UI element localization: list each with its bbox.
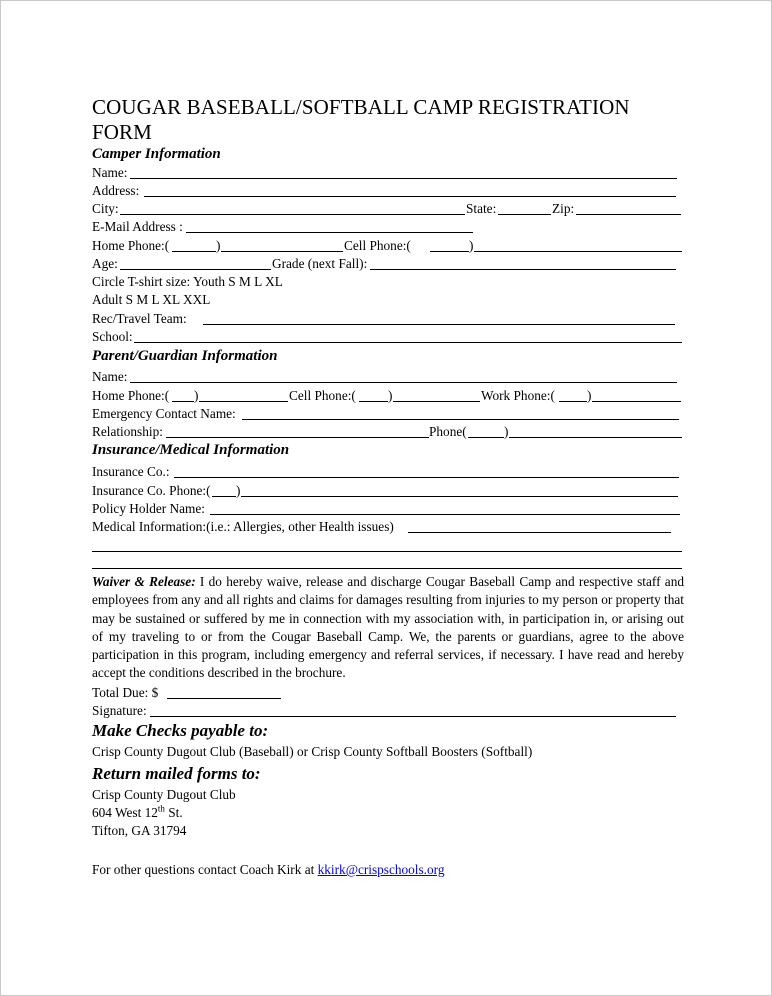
return-line-2-text: 604 West 12	[92, 805, 158, 820]
waiver-paragraph	[92, 573, 684, 683]
relationship-paren-close: )	[504, 424, 509, 439]
relationship-phone-label: Phone(	[429, 424, 467, 439]
camper-age-label: Age:	[92, 256, 118, 271]
policy-holder-label: Policy Holder Name:	[92, 501, 205, 516]
camper-address-field[interactable]	[144, 196, 676, 197]
camper-rec-team-label: Rec/Travel Team:	[92, 311, 187, 326]
insurance-phone-label: Insurance Co. Phone:(	[92, 483, 211, 498]
waiver-lead: Waiver & Release:	[92, 574, 196, 589]
section-divider	[92, 568, 682, 569]
medical-info-label: Medical Information:(i.e.: Allergies, other Health issues)	[92, 519, 394, 534]
contact-text: For other questions contact Coach Kirk at	[92, 862, 318, 877]
parent-home-phone-label: Home Phone:(	[92, 388, 170, 403]
camper-email-label: E-Mail Address :	[92, 219, 183, 234]
relationship-field[interactable]	[166, 437, 429, 438]
camper-email-field[interactable]	[186, 232, 473, 233]
insurance-company-label: Insurance Co.:	[92, 464, 170, 479]
checks-heading: Make Checks payable to:	[92, 721, 269, 740]
contact-line	[92, 861, 444, 879]
insurance-phone-field[interactable]	[241, 496, 678, 497]
camper-school-field[interactable]	[134, 342, 682, 343]
policy-holder-field[interactable]	[210, 514, 680, 515]
return-line-2	[92, 804, 183, 822]
parent-cell-phone-label: Cell Phone:(	[289, 388, 356, 403]
camper-zip-field[interactable]	[576, 214, 681, 215]
camper-name-label: Name:	[92, 165, 128, 180]
relationship-phone-field[interactable]	[509, 437, 682, 438]
relationship-area-code-field[interactable]	[468, 437, 504, 438]
return-line-2-suffix: St.	[164, 805, 183, 820]
medical-info-field[interactable]	[408, 532, 671, 533]
parent-home-phone-field[interactable]	[199, 401, 288, 402]
insurance-area-code-field[interactable]	[212, 496, 236, 497]
camper-address-label: Address:	[92, 183, 140, 198]
camper-state-field[interactable]	[498, 214, 551, 215]
return-heading: Return mailed forms to:	[92, 764, 261, 783]
camper-age-field[interactable]	[120, 269, 271, 270]
parent-heading: Parent/Guardian Information	[92, 348, 278, 364]
parent-work-area-code-field[interactable]	[559, 401, 587, 402]
checks-payee: Crisp County Dugout Club (Baseball) or Crisp County Softball Boosters (Softball)	[92, 744, 533, 759]
waiver-text: I do hereby waive, release and discharge Cougar Baseball Camp and respective staff and employees from any and all rights and claims for damages resulting from injuries to my person or property that may be sustained or suffered by me in connection with my association with, in participation in, or arising out of my traveling to or from the Cougar Baseball Camp. We, the parents or guardians, agree to the above participation in this program, including emergency and referral services, if necessary. I have read and hereby accept the conditions described in the brochure.	[92, 574, 684, 681]
camper-grade-label: Grade (next Fall):	[272, 256, 368, 271]
camper-cell-paren-close: )	[469, 238, 474, 253]
parent-work-phone-field[interactable]	[592, 401, 681, 402]
total-due-label: Total Due: $	[92, 685, 159, 700]
camper-school-label: School:	[92, 329, 133, 344]
camper-state-label: State:	[466, 201, 497, 216]
parent-cell-phone-field[interactable]	[393, 401, 480, 402]
signature-field[interactable]	[150, 716, 676, 717]
camper-heading: Camper Information	[92, 146, 221, 162]
parent-name-field[interactable]	[130, 382, 677, 383]
camper-cell-area-code-field[interactable]	[430, 251, 469, 252]
camper-home-paren-close: )	[216, 238, 221, 253]
camper-city-label: City:	[92, 201, 119, 216]
insurance-heading: Insurance/Medical Information	[92, 442, 290, 458]
return-line-2-sup: th	[157, 803, 165, 814]
signature-label: Signature:	[92, 703, 147, 718]
camper-home-phone-field[interactable]	[221, 251, 343, 252]
camper-rec-team-field[interactable]	[203, 324, 675, 325]
tshirt-adult-sizes[interactable]: Adult S M L XL XXL	[92, 292, 211, 307]
camper-zip-label: Zip:	[552, 201, 575, 216]
camper-cell-phone-label: Cell Phone:(	[344, 238, 411, 253]
relationship-label: Relationship:	[92, 424, 163, 439]
camper-name-field[interactable]	[130, 178, 677, 179]
contact-email-link[interactable]: kkirk@crispschools.org	[317, 862, 445, 877]
insurance-company-field[interactable]	[174, 477, 679, 478]
parent-cell-area-code-field[interactable]	[359, 401, 388, 402]
camper-grade-field[interactable]	[370, 269, 676, 270]
medical-info-line-2[interactable]	[92, 551, 682, 552]
return-line-3: Tifton, GA 31794	[92, 823, 187, 838]
camper-home-phone-label: Home Phone:(	[92, 238, 170, 253]
emergency-contact-label: Emergency Contact Name:	[92, 406, 236, 421]
tshirt-youth-sizes[interactable]: Circle T-shirt size: Youth S M L XL	[92, 274, 283, 289]
parent-home-paren-close: )	[194, 388, 199, 403]
page-title: COUGAR BASEBALL/SOFTBALL CAMP REGISTRATION FORM	[92, 95, 630, 144]
total-due-field[interactable]	[167, 698, 281, 699]
insurance-paren-close: )	[236, 483, 241, 498]
emergency-contact-field[interactable]	[242, 419, 679, 420]
parent-home-area-code-field[interactable]	[172, 401, 194, 402]
return-line-1: Crisp County Dugout Club	[92, 787, 236, 802]
camper-city-field[interactable]	[120, 214, 465, 215]
parent-work-paren-close: )	[587, 388, 592, 403]
parent-name-label: Name:	[92, 369, 128, 384]
camper-home-area-code-field[interactable]	[172, 251, 216, 252]
parent-work-phone-label: Work Phone:(	[481, 388, 555, 403]
camper-cell-phone-field[interactable]	[474, 251, 682, 252]
parent-cell-paren-close: )	[388, 388, 393, 403]
